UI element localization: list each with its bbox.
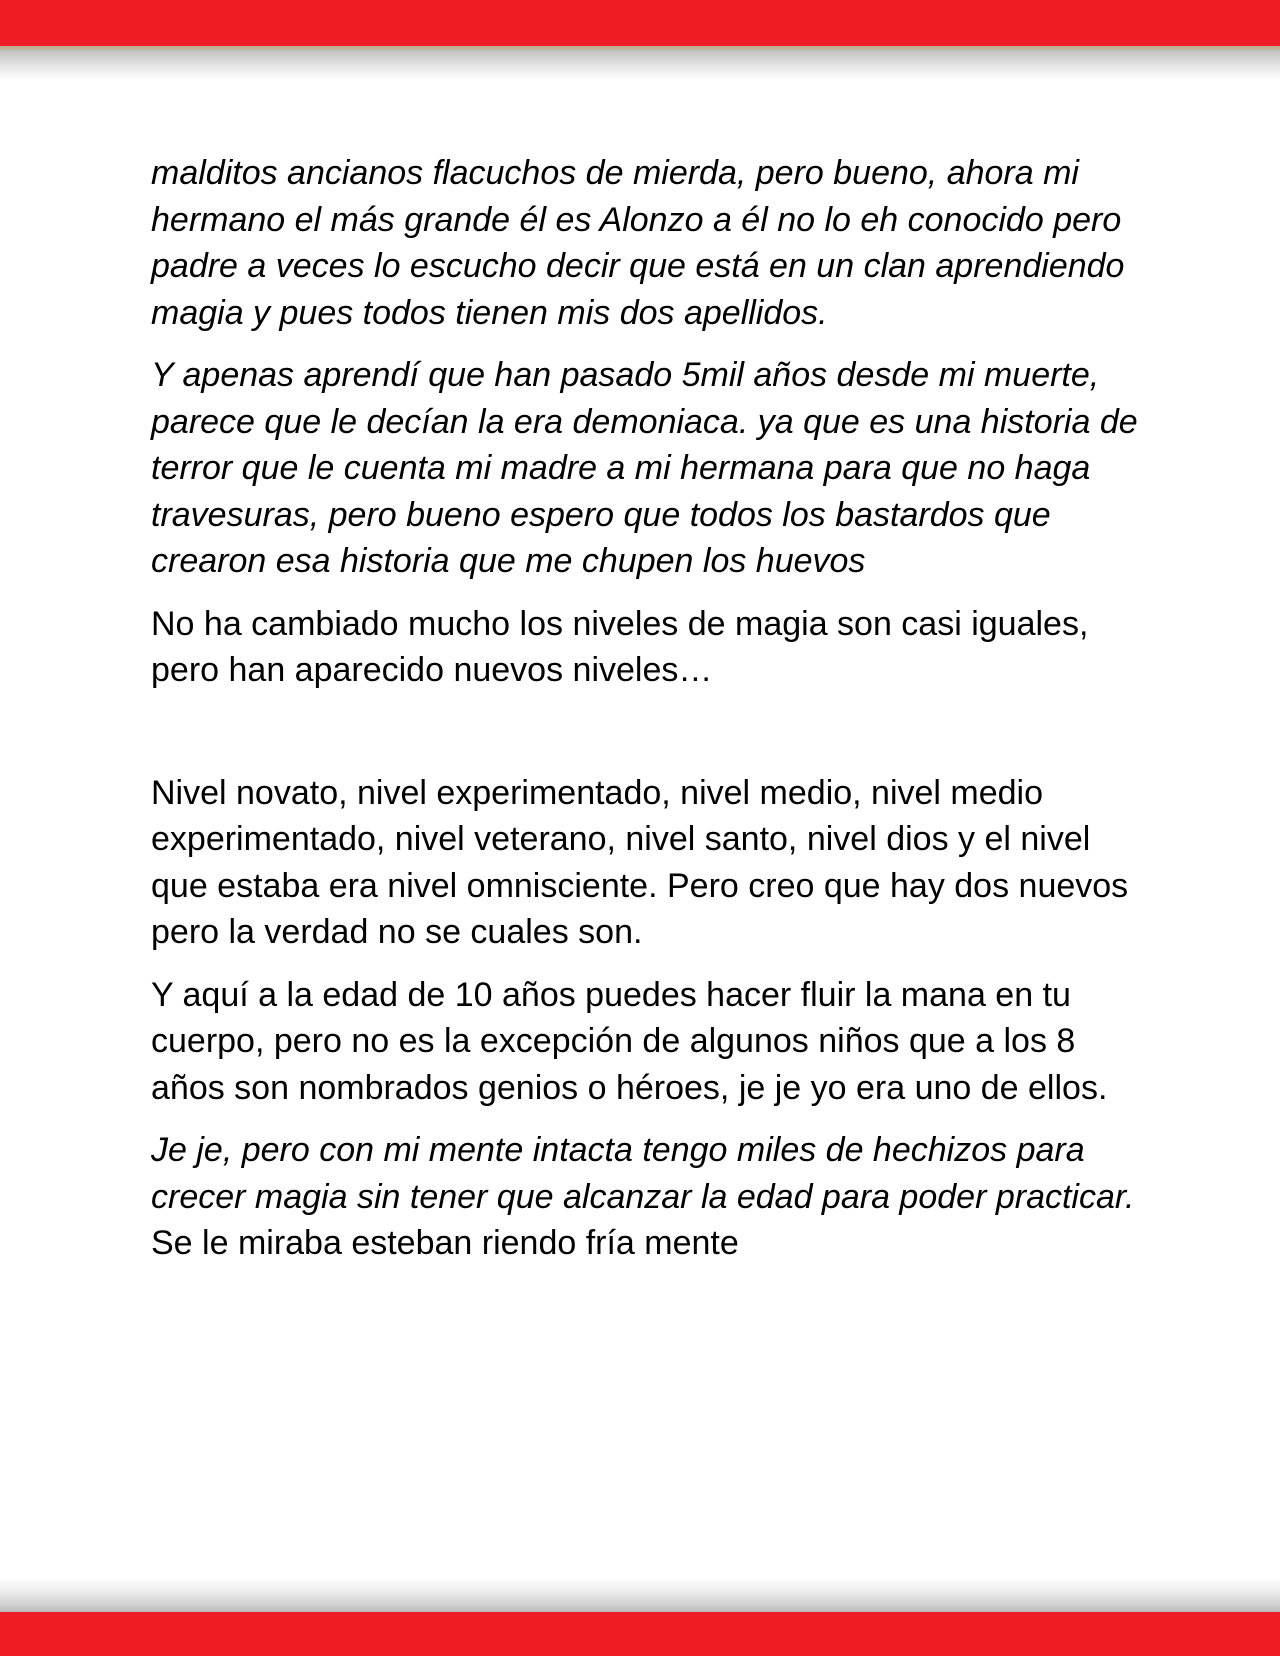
top-red-band: [0, 0, 1280, 46]
paragraph-6-italic-text: Je je, pero con mi mente intacta tengo miles de hechizos para crecer magia sin tener que alcanzar la edad para poder practicar.: [151, 1131, 1135, 1216]
bottom-shadow-band: [0, 1578, 1280, 1612]
paragraph-1-text: malditos ancianos flacuchos de mierda, pero bueno, ahora mi hermano el más grande él es Alonzo a él no lo eh conocido pero padre a veces lo escucho decir que está en un clan aprendiendo magia y pues todos tienen mis dos apellidos.: [151, 154, 1125, 332]
paragraph-4: [151, 770, 1151, 956]
paragraph-6: [151, 1127, 1151, 1267]
paragraph-3-text: No ha cambiado mucho los niveles de magia son casi iguales, pero han aparecido nuevos niveles…: [151, 604, 1089, 689]
bottom-red-band: [0, 1612, 1280, 1656]
paragraph-6-regular-text: Se le miraba esteban riendo fría mente: [151, 1224, 739, 1262]
paragraph-2-text: Y apenas aprendí que han pasado 5mil años desde mi muerte, parece que le decían la era demoniaca. ya que es una historia de terror que le cuenta mi madre a mi hermana para que no haga travesuras, pero bueno espero que todos los bastardos que crearon esa historia que me chupen los huevos: [151, 356, 1138, 580]
paragraph-5-text: Y aquí a la edad de 10 años puedes hacer fluir la mana en tu cuerpo, pero no es la excepción de algunos niños que a los 8 años son nombrados genios o héroes, je je yo era uno de ellos.: [151, 975, 1108, 1107]
paragraph-3: [151, 601, 1151, 694]
paragraph-1: [151, 150, 1151, 336]
paragraph-4-text: Nivel novato, nivel experimentado, nivel medio, nivel medio experimentado, nivel veterano, nivel santo, nivel dios y el nivel que estaba era nivel omnisciente. Pero creo que hay dos nuevos pero la verdad no se cuales son.: [151, 773, 1129, 951]
page-body: [151, 150, 1151, 1283]
paragraph-2: [151, 352, 1151, 585]
paragraph-5: [151, 972, 1151, 1112]
top-shadow-band: [0, 46, 1280, 80]
